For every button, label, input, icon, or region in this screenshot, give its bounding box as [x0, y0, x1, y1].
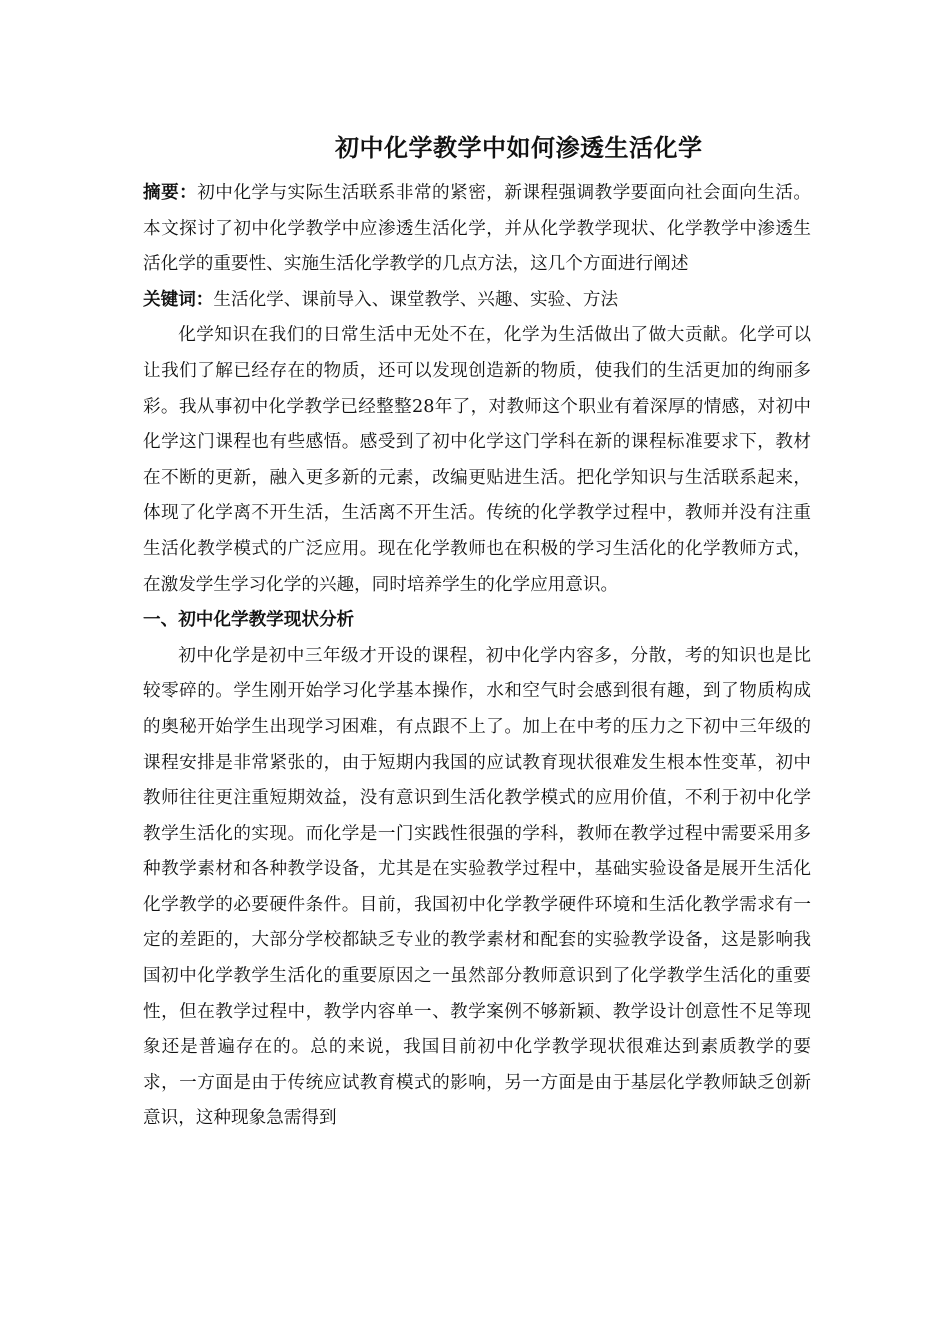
- abstract-text: 初中化学与实际生活联系非常的紧密，新课程强调教学要面向社会面向生活。本文探讨了初中化学教学中应渗透生活化学，并从化学教学现状、化学教学中渗透生活化学的重要性、实施生活化学教学的几点方法，这几个方面进行阐述: [143, 183, 811, 275]
- section-heading: 一、初中化学教学现状分析: [143, 610, 355, 631]
- keywords-paragraph: [143, 283, 811, 319]
- abstract-label: 摘要：: [143, 183, 198, 203]
- keywords-label: 关键词：: [143, 289, 214, 310]
- keywords-text: 生活化学、课前导入、课堂教学、兴趣、实验、方法: [213, 289, 619, 310]
- document-title: 初中化学教学中如何渗透生活化学: [335, 134, 703, 162]
- intro-paragraph: 化学知识在我们的日常生活中无处不在，化学为生活做出了做大贡献。化学可以让我们了解已经存在的物质，还可以发现创造新的物质，使我们的生活更加的绚丽多彩。我从事初中化学教学已经整整28年了，对教师这个职业有着深厚的情感，对初中化学这门课程也有些感悟。感受到了初中化学这门学科在新的课程标准要求下，教材在不断的更新，融入更多新的元素，改编更贴进生活。把化学知识与生活联系起来，体现了化学离不开生活，生活离不开生活。传统的化学教学过程中，教师并没有注重生活化教学模式的广泛应用。现在化学教师也在积极的学习生活化的化学教师方式，在激发学生学习化学的兴趣，同时培养学生的化学应用意识。: [143, 325, 811, 595]
- document-body: [143, 128, 811, 1137]
- abstract-paragraph: [143, 176, 811, 283]
- section-paragraph: 初中化学是初中三年级才开设的课程，初中化学内容多，分散，考的知识也是比较零碎的。学生刚开始学习化学基本操作，水和空气时会感到很有趣，到了物质构成的奥秘开始学生出现学习困难，有点跟不上了。加上在中考的压力之下初中三年级的课程安排是非常紧张的，由于短期内我国的应试教育现状很难发生根本性变革，初中教师往往更注重短期效益，没有意识到生活化教学模式的应用价值，不利于初中化学教学生活化的实现。而化学是一门实践性很强的学科，教师在教学过程中需要采用多种教学素材和各种教学设备，尤其是在实验教学过程中，基础实验设备是展开生活化化学教学的必要硬件条件。目前，我国初中化学教学硬件环境和生活化教学需求有一定的差距的，大部分学校都缺乏专业的教学素材和配套的实验教学设备，这是影响我国初中化学教学生活化的重要原因之一虽然部分教师意识到了化学教学生活化的重要性，但在教学过程中，教学内容单一、教学案例不够新颖、教学设计创意性不足等现象还是普遍存在的。总的来说，我国目前初中化学教学现状很难达到素质教学的要求，一方面是由于传统应试教育模式的影响，另一方面是由于基层化学教师缺乏创新意识，这种现象急需得到: [143, 645, 811, 1129]
